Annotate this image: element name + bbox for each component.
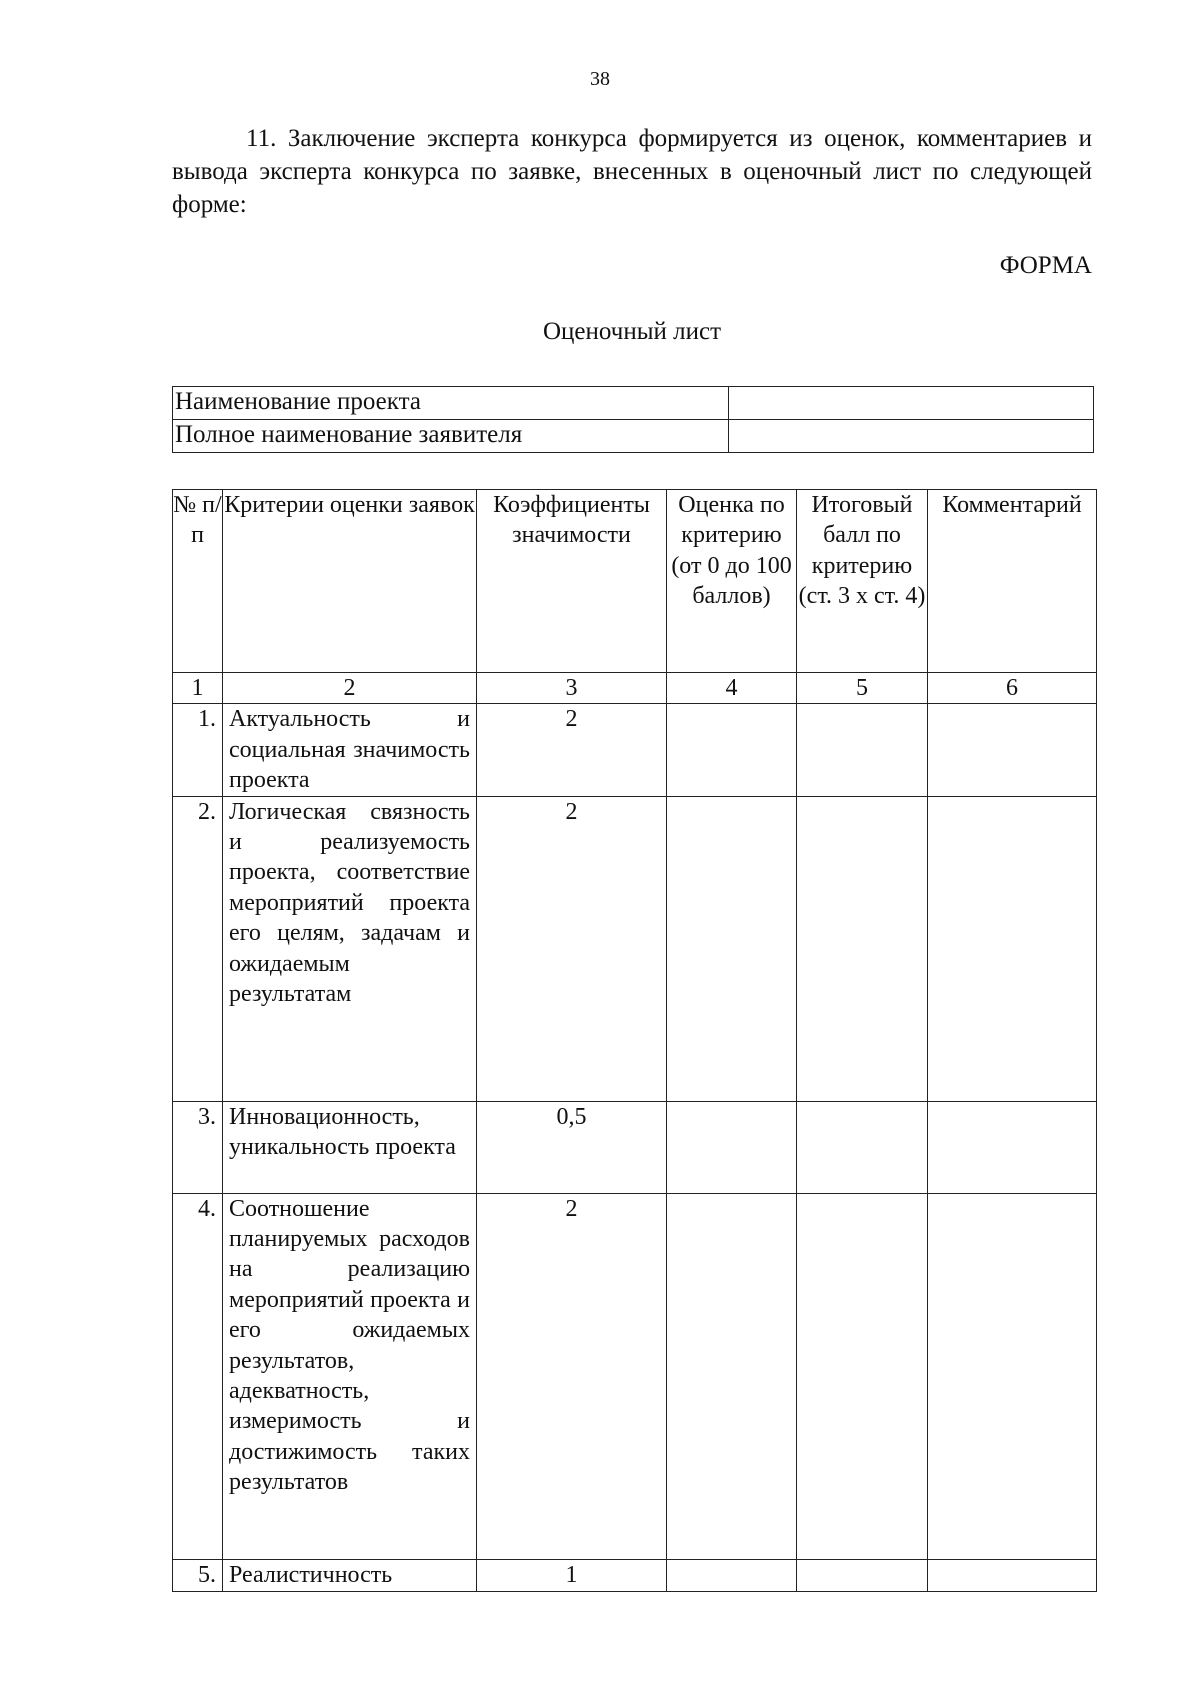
header-comment: Комментарий — [928, 490, 1097, 673]
header-number: № п/п — [173, 490, 223, 673]
row-number: 5. — [173, 1559, 223, 1591]
row-criterion: Логическая связность и реализуемость проекта, соответствие мероприятий проекта его целям, задачам и ожидаемым результатам — [223, 796, 477, 1101]
row-score — [667, 796, 797, 1101]
header-score: Оценка по критерию (от 0 до 100 баллов) — [667, 490, 797, 673]
table-row — [173, 796, 1097, 1101]
row-comment — [928, 796, 1097, 1101]
row-score — [667, 1193, 797, 1559]
column-numbers-row — [173, 673, 1097, 704]
sheet-title: Оценочный лист — [542, 318, 721, 345]
info-value — [729, 420, 1094, 453]
row-number: 3. — [173, 1101, 223, 1193]
row-number: 2. — [173, 796, 223, 1101]
row-criterion: Актуальность и социальная значимость проекта — [223, 704, 477, 796]
column-number: 6 — [928, 673, 1097, 704]
row-comment — [928, 704, 1097, 796]
header-criteria: Критерии оценки заявок — [223, 490, 477, 673]
row-coefficient: 2 — [477, 704, 667, 796]
column-number: 2 — [223, 673, 477, 704]
header-total: Итоговый балл по критерию (ст. 3 х ст. 4) — [797, 490, 928, 673]
row-coefficient: 2 — [477, 1193, 667, 1559]
project-info-table — [172, 386, 1094, 453]
info-row-applicant-name — [173, 420, 1094, 453]
row-comment — [928, 1193, 1097, 1559]
info-row-project-name — [173, 387, 1094, 420]
row-score — [667, 704, 797, 796]
intro-paragraph: 11. Заключение эксперта конкурса формируется из оценок, комментариев и вывода эксперта конкурса по заявке, внесенных в оценочный лист по следующей форме: — [172, 125, 1092, 218]
row-criterion: Реалистичность — [223, 1559, 477, 1591]
row-total — [797, 1559, 928, 1591]
evaluation-table — [172, 489, 1097, 1592]
table-row — [173, 1193, 1097, 1559]
info-label: Наименование проекта — [173, 387, 729, 420]
table-row — [173, 1559, 1097, 1591]
column-number: 3 — [477, 673, 667, 704]
row-coefficient: 0,5 — [477, 1101, 667, 1193]
info-value — [729, 387, 1094, 420]
table-row — [173, 1101, 1097, 1193]
column-number: 5 — [797, 673, 928, 704]
column-number: 4 — [667, 673, 797, 704]
info-label: Полное наименование заявителя — [173, 420, 729, 453]
row-comment — [928, 1559, 1097, 1591]
table-header-row — [173, 490, 1097, 673]
row-total — [797, 1101, 928, 1193]
form-label: ФОРМА — [999, 252, 1092, 279]
row-comment — [928, 1101, 1097, 1193]
table-row — [173, 704, 1097, 796]
row-coefficient: 2 — [477, 796, 667, 1101]
row-total — [797, 704, 928, 796]
row-total — [797, 796, 928, 1101]
row-criterion: Соотношение планируемых расходов на реализацию мероприятий проекта и его ожидаемых результатов, адекватность, измеримость и достижимость таких результатов — [223, 1193, 477, 1559]
row-number: 1. — [173, 704, 223, 796]
header-coefficients: Коэффициенты значимости — [477, 490, 667, 673]
row-coefficient: 1 — [477, 1559, 667, 1591]
column-number: 1 — [173, 673, 223, 704]
row-total — [797, 1193, 928, 1559]
row-number: 4. — [173, 1193, 223, 1559]
row-score — [667, 1101, 797, 1193]
page-number: 38 — [590, 68, 610, 90]
row-score — [667, 1559, 797, 1591]
row-criterion: Инновационность, уникальность проекта — [223, 1101, 477, 1193]
